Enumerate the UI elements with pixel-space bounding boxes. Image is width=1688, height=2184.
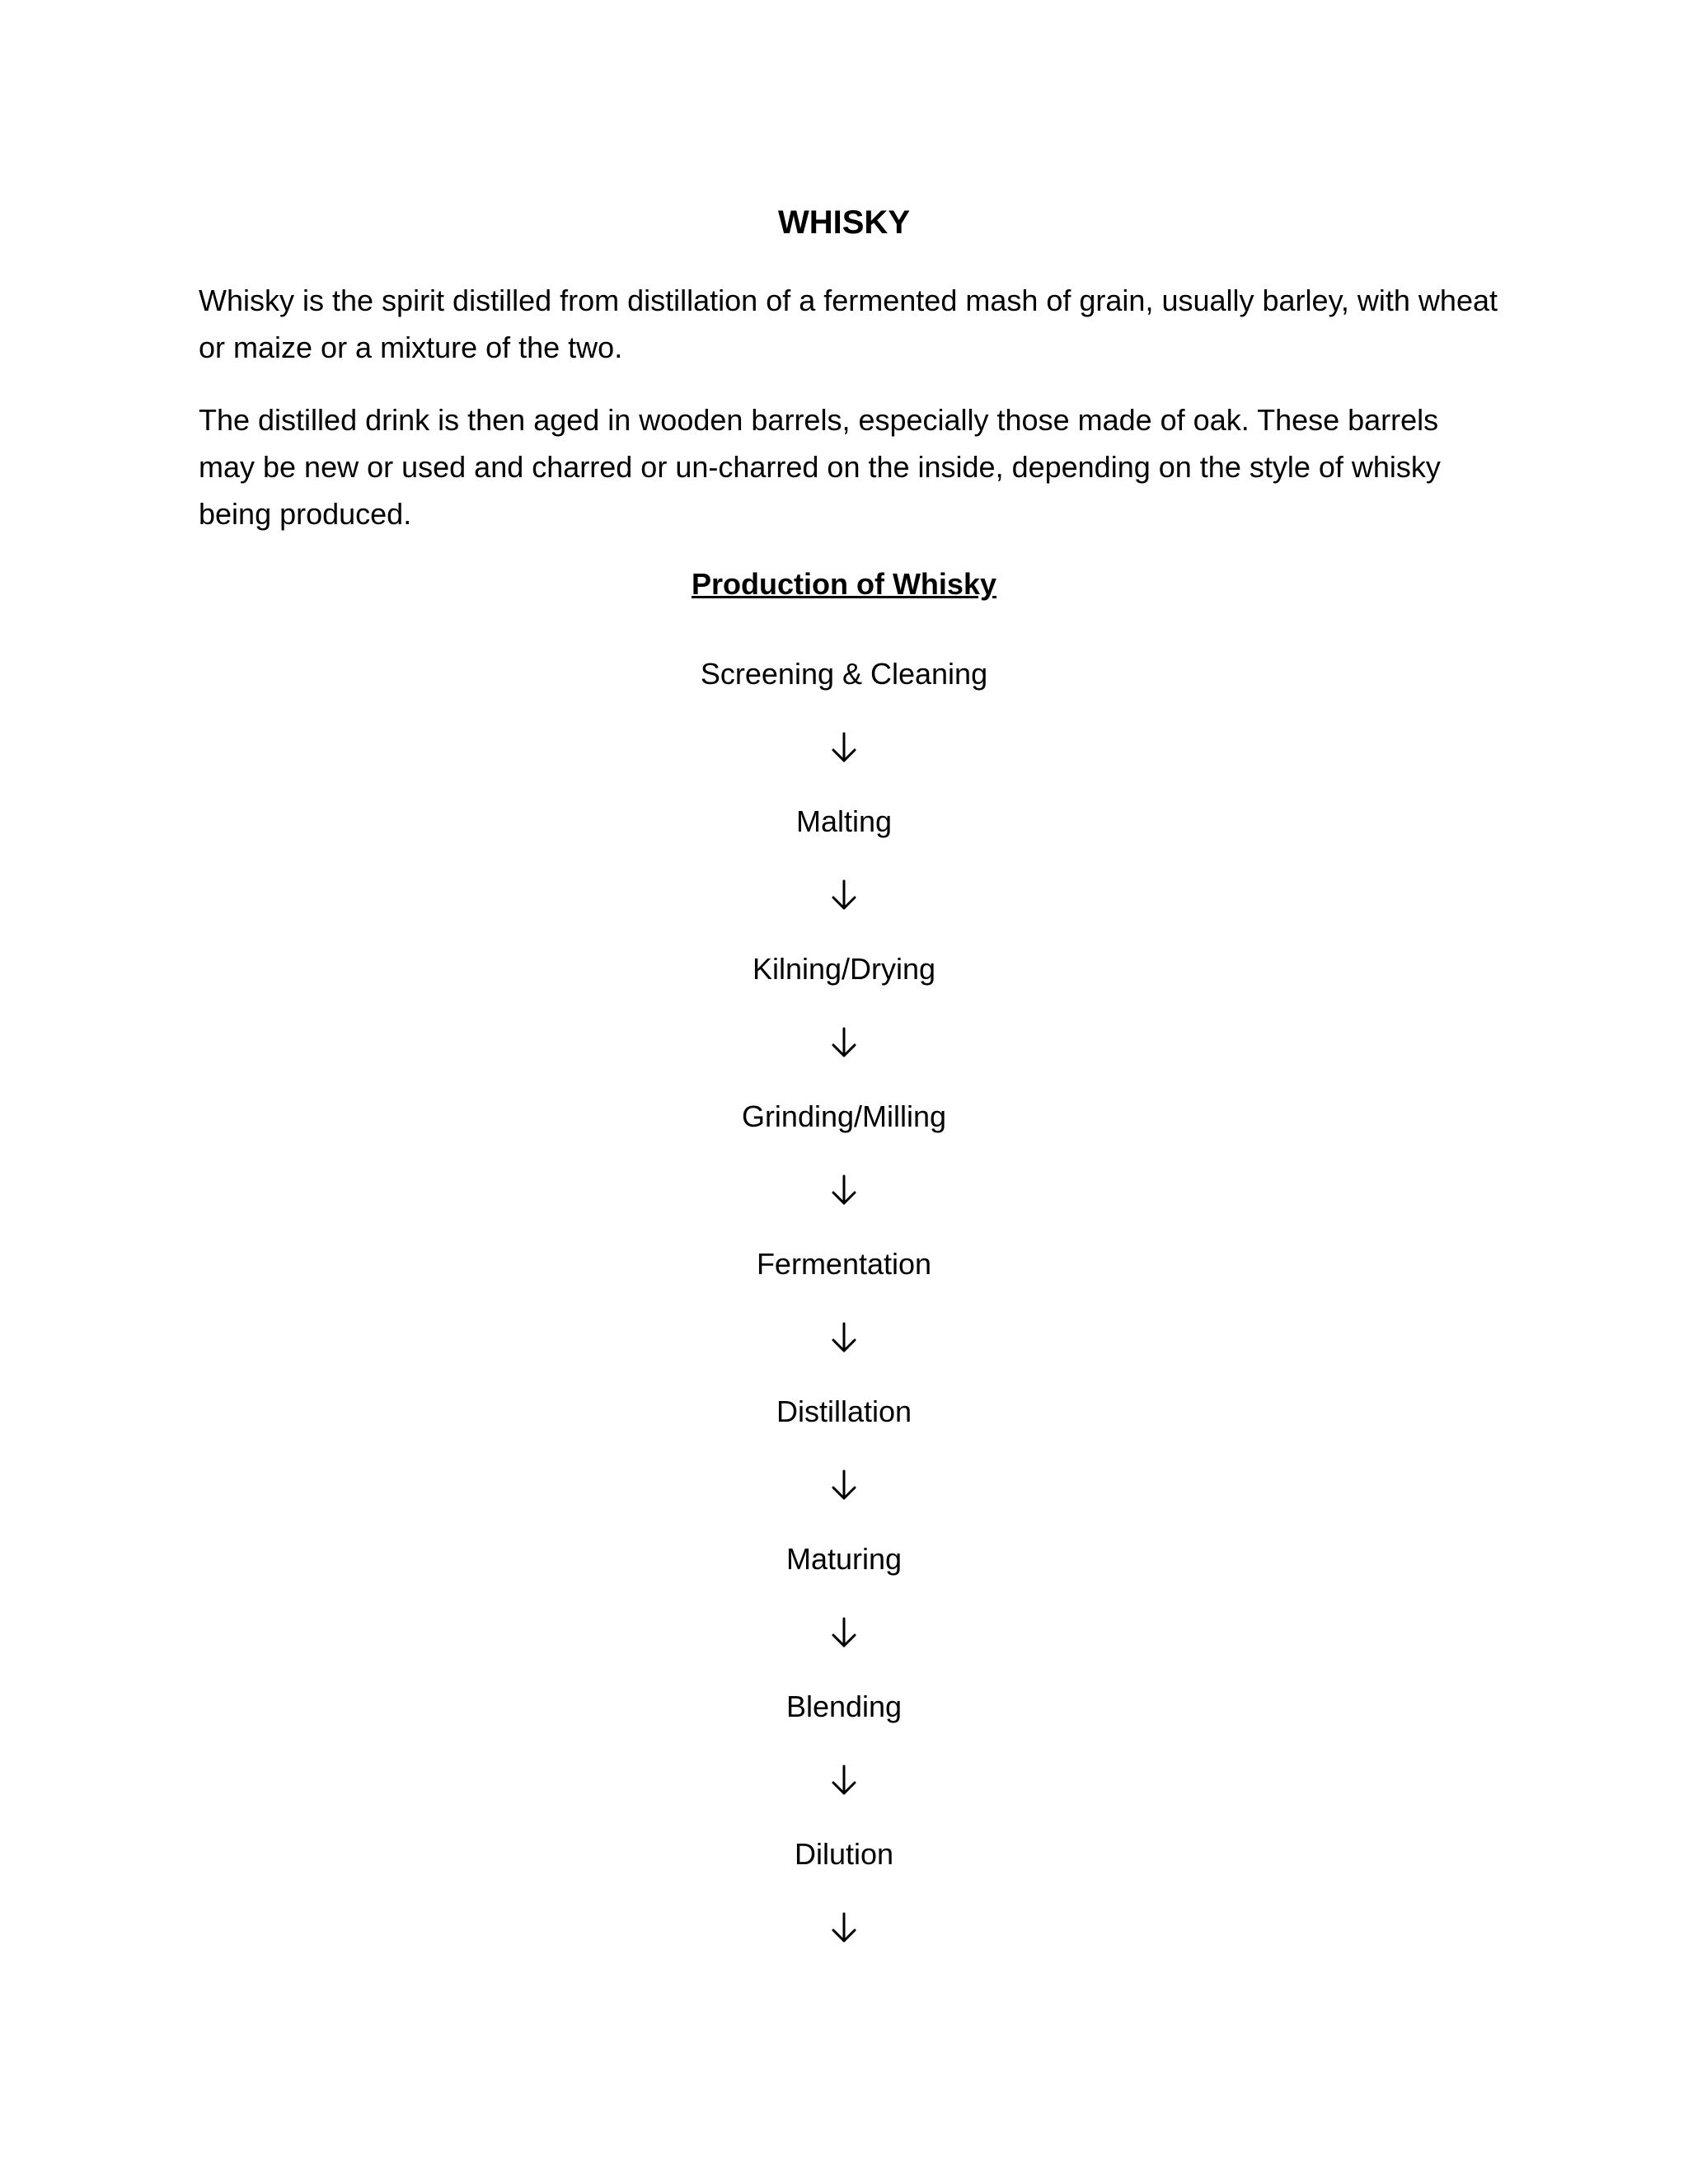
production-flowchart — [0, 637, 1688, 1965]
flow-step: Blending — [785, 1689, 903, 1723]
flow-step: Malting — [795, 804, 893, 838]
aging-paragraph: The distilled drink is then aged in wooden barrels, especially those made of oak. These barrels may be new or used and charred or un-charred on the inside, depending on the style of whisky being produced. — [199, 403, 1441, 531]
flow-step: Fermentation — [756, 1246, 932, 1281]
down-arrow-icon — [0, 1596, 1688, 1671]
intro-paragraph: Whisky is the spirit distilled from distillation of a fermented mash of grain, usually barley, with wheat or maize or a mixture of the two. — [199, 284, 1498, 364]
down-arrow-icon — [0, 859, 1688, 933]
flow-step: Kilning/Drying — [752, 951, 936, 986]
flow-step: Distillation — [776, 1394, 912, 1428]
down-arrow-icon — [0, 1449, 1688, 1523]
down-arrow-icon — [0, 1301, 1688, 1376]
flow-step: Dilution — [794, 1836, 894, 1871]
flow-step: Grinding/Milling — [741, 1099, 947, 1133]
flow-step: Maturing — [785, 1541, 903, 1576]
down-arrow-icon — [0, 1744, 1688, 1818]
down-arrow-icon — [0, 1891, 1688, 1966]
down-arrow-icon — [0, 711, 1688, 785]
down-arrow-icon — [0, 1154, 1688, 1228]
flow-step: Screening & Cleaning — [700, 656, 988, 691]
down-arrow-icon — [0, 1006, 1688, 1080]
document-title: WHISKY — [778, 204, 910, 241]
section-heading: Production of Whisky — [691, 567, 996, 601]
